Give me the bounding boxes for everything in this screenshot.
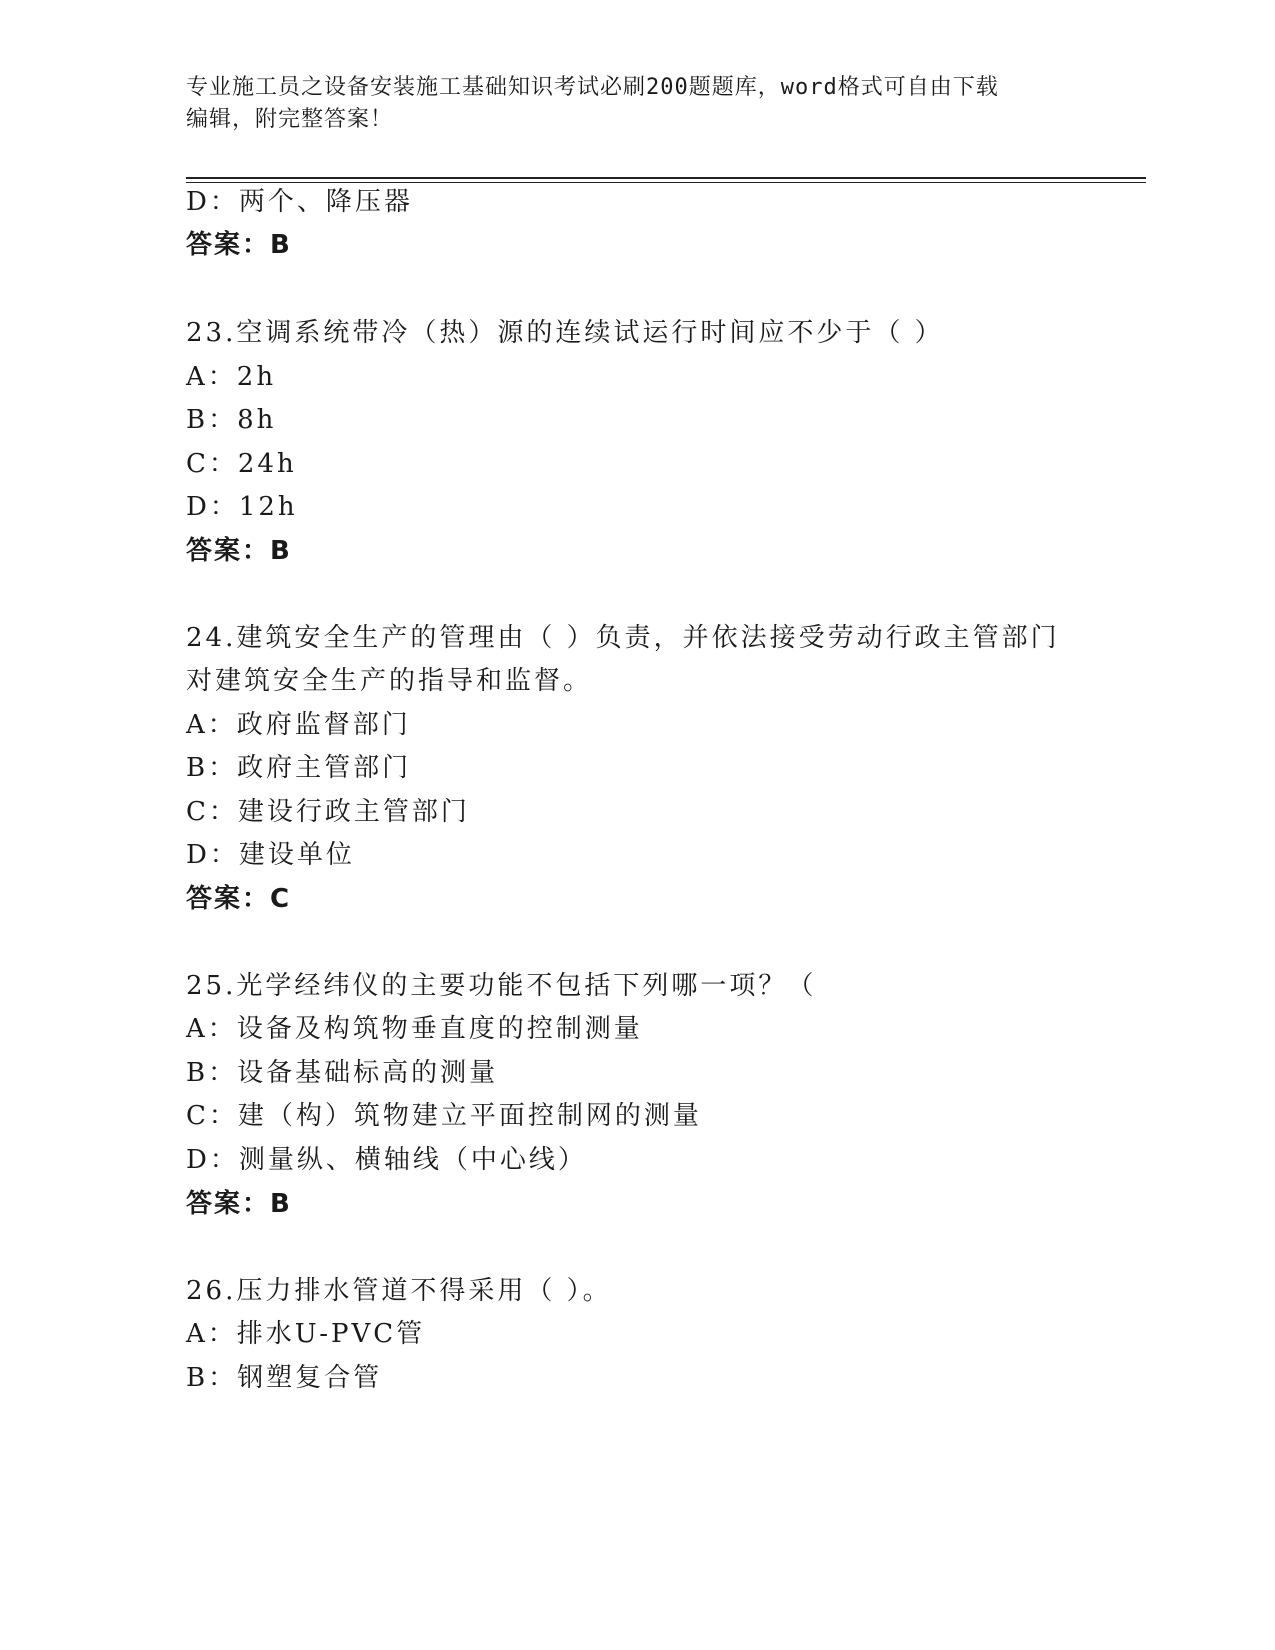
option-line: B：8h <box>186 405 277 435</box>
option-line: D：两个、降压器 <box>186 187 413 217</box>
option-line: A：政府监督部门 <box>186 710 411 740</box>
question-line: 26.压力排水管道不得采用（ ）。 <box>186 1276 612 1306</box>
option-line: C：建（构）筑物建立平面控制网的测量 <box>186 1101 702 1131</box>
header-divider <box>186 177 1146 183</box>
header-title-line-1: 专业施工员之设备安装施工基础知识考试必刷200题题库，word格式可自由下载 <box>186 75 999 100</box>
answer-line: 答案：B <box>186 230 292 260</box>
option-line: D：测量纵、横轴线（中心线） <box>186 1145 587 1175</box>
question-line: 对建筑安全生产的指导和监督。 <box>186 666 593 696</box>
question-line: 24.建筑安全生产的管理由（ ）负责，并依法接受劳动行政主管部门 <box>186 623 1060 653</box>
option-line: D：建设单位 <box>186 840 355 870</box>
document-header <box>186 72 1086 136</box>
option-line: D：12h <box>186 492 298 522</box>
answer-line: 答案：B <box>186 536 292 566</box>
answer-line: 答案：B <box>186 1189 292 1219</box>
question-line: 25.光学经纬仪的主要功能不包括下列哪一项？（ <box>186 971 817 1001</box>
option-line: C：24h <box>186 449 297 479</box>
header-title-line-2: 编辑，附完整答案！ <box>186 107 394 132</box>
option-line: A：排水U-PVC管 <box>186 1319 426 1349</box>
option-line: A：2h <box>186 362 277 392</box>
question-line: 23.空调系统带冷（热）源的连续试运行时间应不少于（ ） <box>186 318 944 348</box>
option-line: A：设备及构筑物垂直度的控制测量 <box>186 1014 643 1044</box>
answer-line: 答案：C <box>186 884 292 914</box>
option-line: B：设备基础标高的测量 <box>186 1058 499 1088</box>
option-line: B：钢塑复合管 <box>186 1363 383 1393</box>
option-line: B：政府主管部门 <box>186 753 412 783</box>
option-line: C：建设行政主管部门 <box>186 797 470 827</box>
